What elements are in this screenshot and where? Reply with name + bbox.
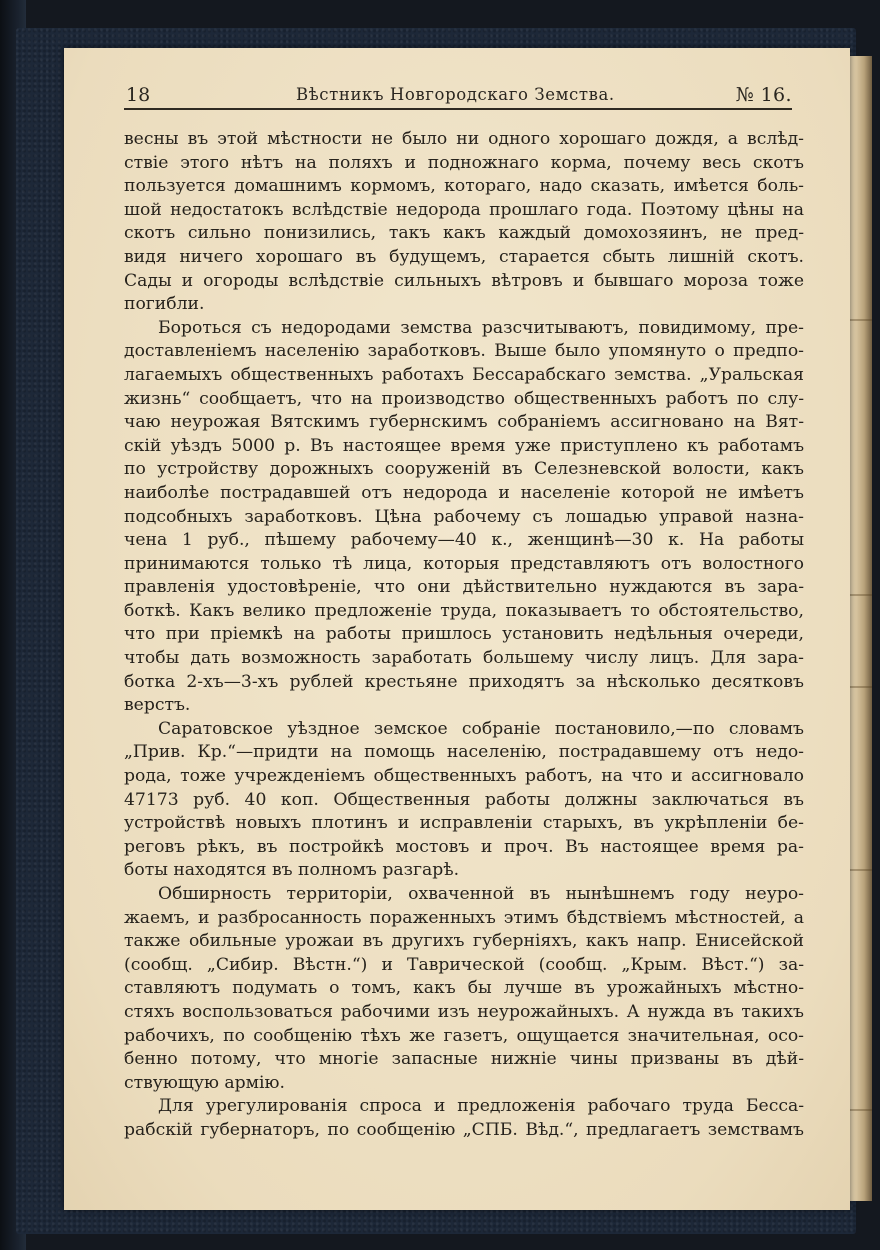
text-line: ствіе этого нѣтъ на поляхъ и подножнаго корма, почему весь скотъ [124,152,804,173]
text-line: боты находятся въ полномъ разгарѣ. [124,860,460,881]
text-line: устройствѣ новыхъ плотинъ и исправленіи старыхъ, въ укрѣпленіи бе- [124,813,804,834]
text-line: весны въ этой мѣстности не было ни одного хорошаго дождя, а вслѣд- [124,129,804,149]
text-line: ставляютъ подумать о томъ, какъ бы лучше въ урожайныхъ мѣстно- [124,978,804,999]
text-line: чтобы дать возможность заработать большему числу лицъ. Для зара- [124,648,804,669]
text-line: Бороться съ недородами земства разсчитываютъ, повидимому, пре- [158,317,804,338]
text-line: боткѣ. Какъ велико предложеніе труда, показываетъ то обстоятельство, [124,600,804,621]
text-line: Для урегулированія спроса и предложенія рабочаго труда Бесса- [158,1096,804,1117]
paragraph [124,883,804,1095]
text-line: лагаемыхъ общественныхъ работахъ Бессарабскаго земства. „Уральская [124,364,804,385]
text-line: рода, тоже учрежденіемъ общественныхъ работъ, на что и ассигновало [124,766,804,787]
text-line: рабочихъ, по сообщенію тѣхъ же газетъ, ощущается значительная, осо- [124,1025,804,1046]
paragraph [124,718,804,883]
text-line: погибли. [124,294,205,315]
text-line: 47173 руб. 40 коп. Общественныя работы должны заключаться въ [124,789,804,810]
paragraph [124,1095,804,1142]
text-line: „Прив. Кр.“—придти на помощь населенію, пострадавшему отъ недо- [124,742,804,763]
text-line: жаемъ, и разбросанность пораженныхъ этимъ бѣдствіемъ мѣстностей, а [124,907,804,928]
text-line: доставленіемъ населенію заработковъ. Выше было упомянуто о предпо- [124,341,804,362]
text-line: принимаются только тѣ лица, которыя представляютъ отъ волостного [124,553,804,574]
text-line: верстъ. [124,695,191,716]
text-line: наиболѣе пострадавшей отъ недорода и населеніе которой не имѣетъ [124,482,804,503]
body-text [124,128,804,1143]
page-number: 18 [126,84,151,106]
issue-number: № 16. [735,84,792,106]
text-line: жизнь“ сообщаетъ, что на производство общественныхъ работъ по слу- [124,388,804,409]
text-line: видя ничего хорошаго въ будущемъ, старается сбыть лишній скотъ. [124,246,804,267]
text-line: по устройству дорожныхъ сооруженій въ Селезневской волости, какъ [124,459,804,480]
text-line: Обширность территоріи, охваченной въ нынѣшнемъ году неуро- [158,884,804,904]
paragraph [124,128,804,317]
text-line: скій уѣздъ 5000 р. Въ настоящее время уже приступлено къ работамъ [124,435,804,456]
text-line: рабскій губернаторъ, по сообщенію „СПБ. Вѣд.“, предлагаетъ земствамъ [124,1119,804,1140]
text-line: бенно потому, что многіе запасные нижніе чины призваны въ дѣй- [124,1049,804,1070]
journal-title: Вѣстникъ Новгородскаго Земства. [296,85,615,104]
text-line: шой недостатокъ вслѣдствіе недорода прошлаго года. Поэтому цѣны на [124,199,804,220]
text-line: ботка 2-хъ—3-хъ рублей крестьяне приходятъ за нѣсколько десятковъ [124,671,804,692]
text-line: скотъ сильно понизились, такъ какъ каждый домохозяинъ, не пред- [124,223,804,244]
text-line: чаю неурожая Вятскимъ губернскимъ собраніемъ ассигновано на Вят- [124,412,804,433]
text-line: (сообщ. „Сибир. Вѣстн.“) и Таврической (сообщ. „Крым. Вѣст.“) за- [124,954,804,975]
text-line: пользуется домашнимъ кормомъ, котораго, надо сказать, имѣется боль- [124,176,804,197]
paragraph [124,317,804,718]
text-line: правленія удостовѣреніе, что они дѣйствительно нуждаются въ зара- [124,577,804,598]
header-rule [124,108,792,110]
text-line: Саратовское уѣздное земское собраніе постановило,—по словамъ [158,718,804,739]
text-line: подсобныхъ заработковъ. Цѣна рабочему съ лошадью управой назна- [124,506,804,527]
text-line: реговъ рѣкъ, въ постройкѣ мостовъ и проч. Въ настоящее время ра- [124,836,804,857]
text-line: чена 1 руб., пѣшему рабочему—40 к., женщинѣ—30 к. На работы [124,530,804,551]
text-line: ствующую армію. [124,1072,285,1093]
text-line: Сады и огороды вслѣдствіе сильныхъ вѣтровъ и бывшаго мороза тоже [124,270,804,291]
running-header [126,84,792,108]
text-line: также обильные урожаи въ другихъ губерніяхъ, какъ напр. Енисейской [124,931,804,952]
text-line: стяхъ воспользоваться рабочими изъ неурожайныхъ. А нужда въ такихъ [124,1001,804,1022]
text-line: что при пріемкѣ на работы пришлось установить недѣльныя очереди, [124,624,804,645]
